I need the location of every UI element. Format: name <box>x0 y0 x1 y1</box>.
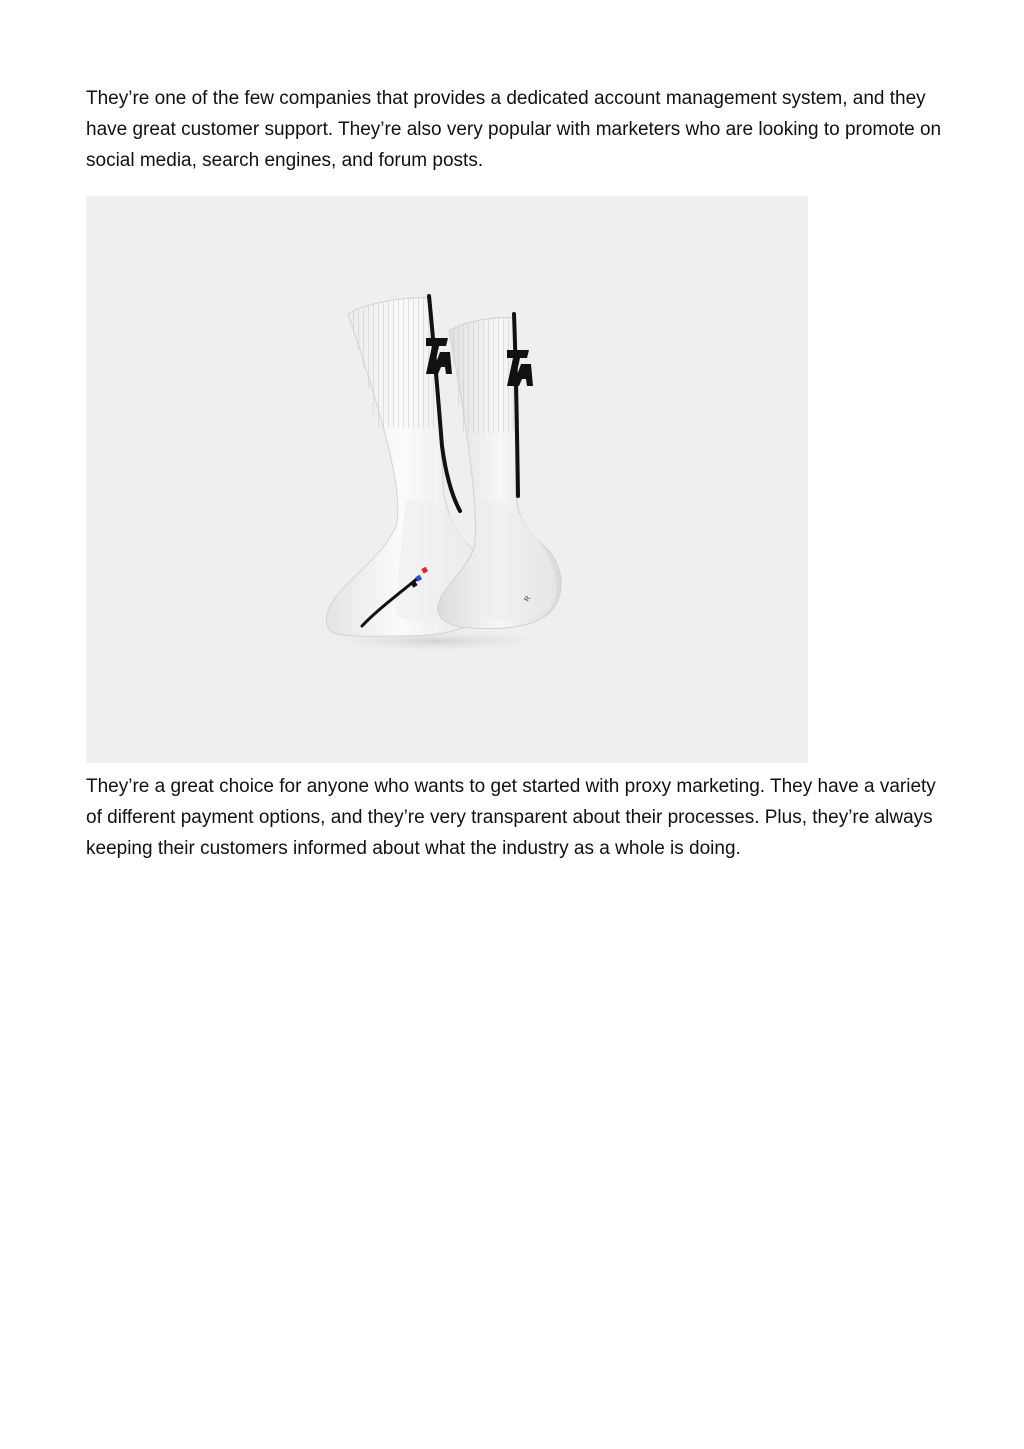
svg-text:R: R <box>523 595 533 603</box>
logo-left <box>426 338 452 374</box>
product-photo <box>86 196 808 763</box>
socks-illustration <box>86 196 808 763</box>
paragraph-conclusion: They’re a great choice for anyone who wants to get started with proxy marketing. They have a variety of different payment options, and they’re very transparent about their processes. Plus, they’re always keeping their customers informed about what the industry as a whole is doing. <box>86 776 936 859</box>
paragraph-intro: They’re one of the few companies that provides a dedicated account management system, and they have great customer support. They’re also very popular with marketers who are looking to promote on social media, search engines, and forum posts. <box>86 88 942 171</box>
right-sock <box>438 314 561 629</box>
logo-right <box>507 350 533 386</box>
